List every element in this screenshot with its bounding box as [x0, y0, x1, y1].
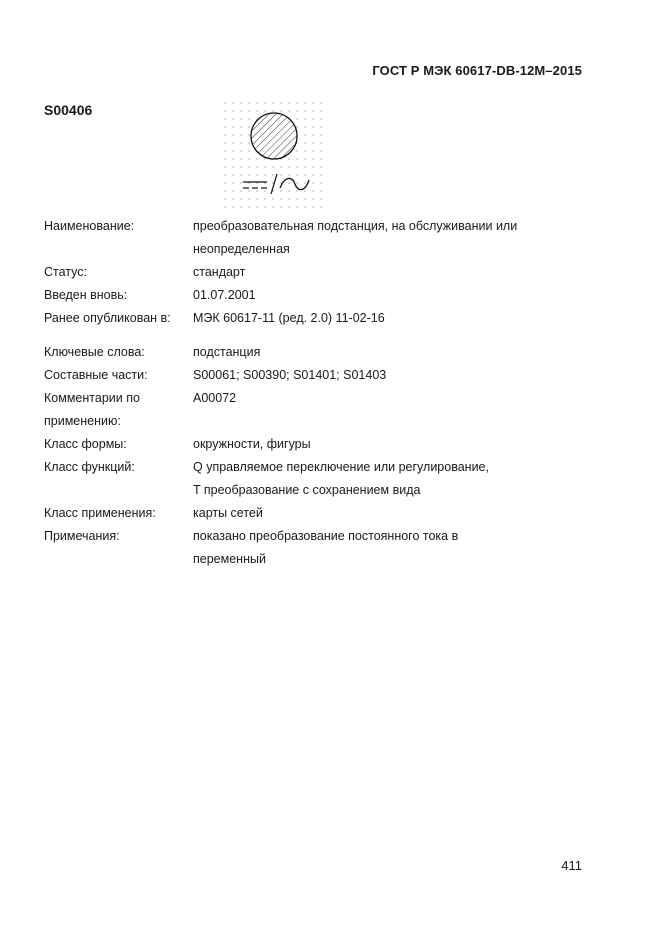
- notes-value-line1: показано преобразование постоянного тока в: [193, 529, 459, 543]
- symbol-graphic: [224, 102, 324, 214]
- notes-label: Примечания:: [44, 529, 120, 543]
- function-label: Класс функций:: [44, 460, 135, 474]
- comments-label-line2: применению:: [44, 414, 121, 428]
- published-label: Ранее опубликован в:: [44, 311, 171, 325]
- comments-value: A00072: [193, 391, 237, 405]
- status-value: стандарт: [193, 265, 246, 279]
- application-value: карты сетей: [193, 506, 263, 520]
- document-header: ГОСТ Р МЭК 60617-DB-12M–2015: [372, 63, 582, 78]
- name-value-line2: неопределенная: [193, 242, 290, 256]
- comments-label-line1: Комментарии по: [44, 391, 140, 405]
- name-value-line1: преобразовательная подстанция, на обслуживании или: [193, 219, 518, 233]
- notes-value-line2: переменный: [193, 552, 266, 566]
- keywords-value: подстанция: [193, 345, 261, 359]
- substation-dc-ac-converter-symbol-icon: [224, 102, 324, 214]
- parts-label: Составные части:: [44, 368, 148, 382]
- parts-value: S00061; S00390; S01401; S01403: [193, 368, 387, 382]
- introduced-value: 01.07.2001: [193, 288, 256, 302]
- published-value: МЭК 60617-11 (ред. 2.0) 11-02-16: [193, 311, 385, 325]
- name-label: Наименование:: [44, 219, 135, 233]
- page-number: 411: [561, 858, 582, 873]
- shape-value: окружности, фигуры: [193, 437, 311, 451]
- symbol-code: S00406: [44, 102, 93, 118]
- introduced-label: Введен вновь:: [44, 288, 128, 302]
- function-value-line1: Q управляемое переключение или регулирование,: [193, 460, 489, 474]
- shape-label: Класс формы:: [44, 437, 127, 451]
- function-value-line2: T преобразование с сохранением вида: [193, 483, 421, 497]
- status-label: Статус:: [44, 265, 87, 279]
- application-label: Класс применения:: [44, 506, 156, 520]
- keywords-label: Ключевые слова:: [44, 345, 145, 359]
